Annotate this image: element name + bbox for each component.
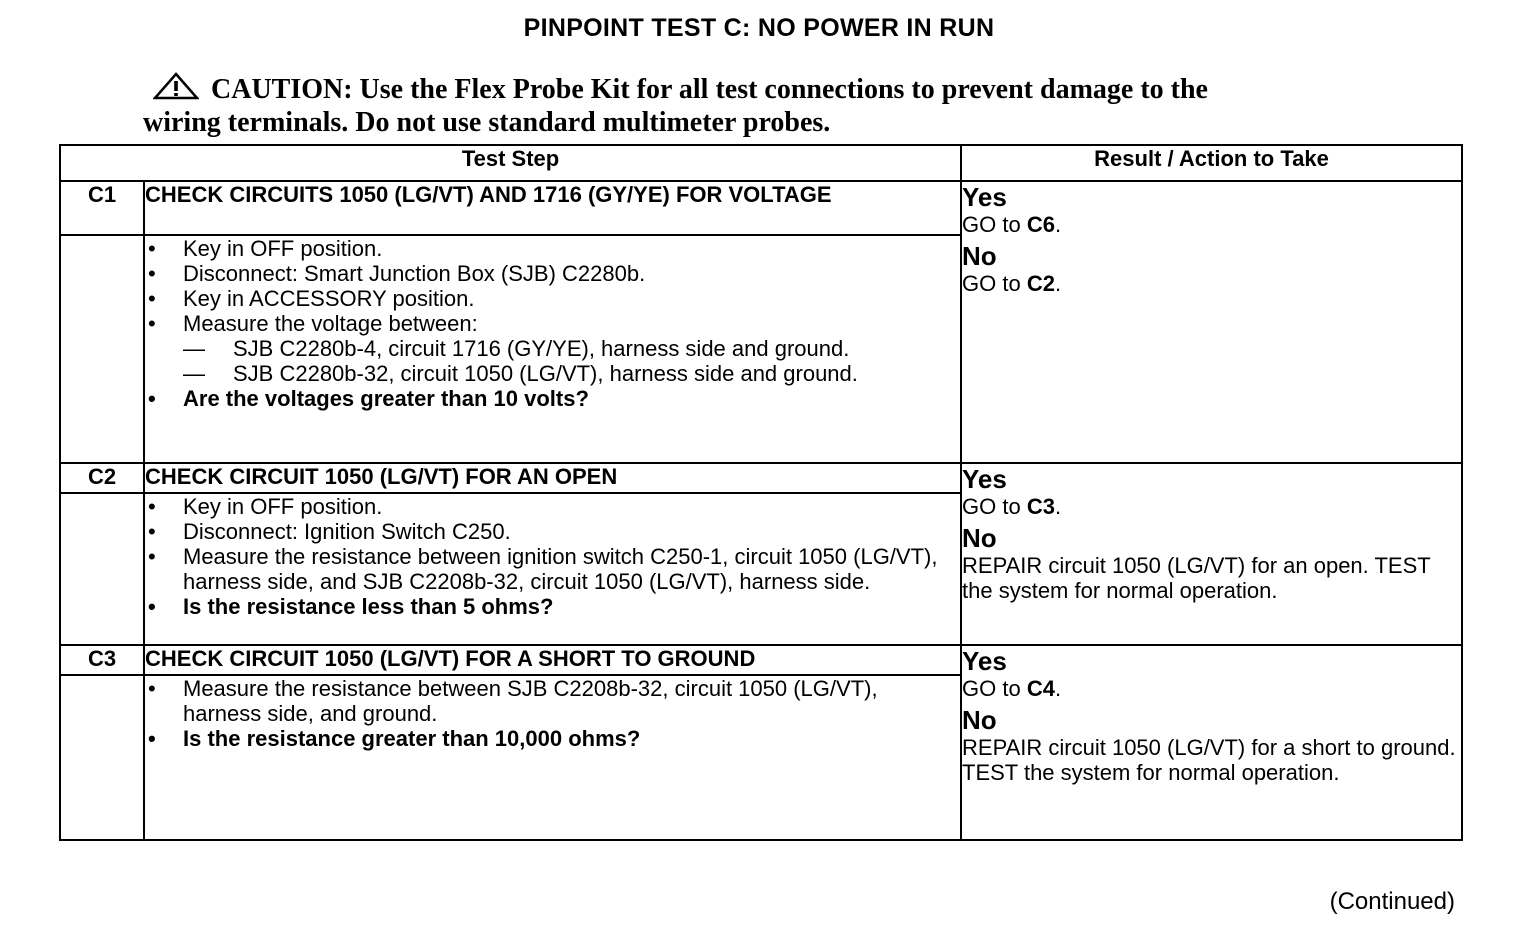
- step-question: • Are the voltages greater than 10 volts?: [148, 386, 589, 411]
- caution-note: [143, 72, 1403, 138]
- step-id: C1: [60, 181, 144, 235]
- continued-note: (Continued): [1329, 888, 1455, 915]
- sub-list-item: — SJB C2280b-32, circuit 1050 (LG/VT), harness side and ground.: [183, 361, 858, 386]
- sub-list-item: — SJB C2280b-4, circuit 1716 (GY/YE), harness side and ground.: [183, 336, 850, 361]
- step-instructions: [144, 493, 961, 645]
- no-action: REPAIR circuit 1050 (LG/VT) for a short to ground. TEST the system for normal operation.: [962, 735, 1456, 785]
- warning-triangle-icon: [153, 72, 199, 107]
- yes-action: GO to C3.: [962, 494, 1062, 519]
- step-heading: CHECK CIRCUIT 1050 (LG/VT) FOR A SHORT TO GROUND: [144, 645, 961, 675]
- list-item: • Measure the resistance between SJB C2208b-32, circuit 1050 (LG/VT), harness side, and ground.: [148, 676, 878, 726]
- yes-label: Yes: [962, 646, 1007, 676]
- step-c2-heading-row: [60, 463, 1462, 493]
- table-header-row: [60, 145, 1462, 181]
- list-item: • Key in OFF position.: [148, 494, 383, 519]
- no-label: No: [962, 523, 997, 553]
- step-question: • Is the resistance less than 5 ohms?: [148, 594, 554, 619]
- step-heading: CHECK CIRCUITS 1050 (LG/VT) AND 1716 (GY/YE) FOR VOLTAGE: [144, 181, 961, 235]
- step-question: • Is the resistance greater than 10,000 ohms?: [148, 726, 641, 751]
- no-action: REPAIR circuit 1050 (LG/VT) for an open. TEST the system for normal operation.: [962, 553, 1431, 603]
- column-header-result: Result / Action to Take: [961, 145, 1462, 181]
- pinpoint-test-table: [59, 144, 1463, 841]
- step-c1-heading-row: [60, 181, 1462, 235]
- list-item: • Measure the voltage between: — SJB C2280b-4, circuit 1716 (GY/YE), harness side and ground. — SJB C2280b-32, circuit 1050 (LG/VT), harness side and ground.: [145, 311, 960, 386]
- yes-action: GO to C4.: [962, 676, 1062, 701]
- no-label: No: [962, 705, 997, 735]
- step-c1-result: [961, 181, 1462, 463]
- yes-label: Yes: [962, 464, 1007, 494]
- list-item: • Measure the resistance between ignition switch C250-1, circuit 1050 (LG/VT), harness side, and SJB C2208b-32, circuit 1050 (LG/VT), harness side.: [148, 544, 938, 594]
- caution-line-2: wiring terminals. Do not use standard multimeter probes.: [143, 107, 831, 138]
- step-c2-result: [961, 463, 1462, 645]
- step-id: C2: [60, 463, 144, 493]
- no-action: GO to C2.: [962, 271, 1062, 296]
- step-heading: CHECK CIRCUIT 1050 (LG/VT) FOR AN OPEN: [144, 463, 961, 493]
- caution-line-1: CAUTION: Use the Flex Probe Kit for all test connections to prevent damage to the: [211, 74, 1208, 105]
- no-label: No: [962, 241, 997, 271]
- list-item: • Disconnect: Smart Junction Box (SJB) C2280b.: [148, 261, 646, 286]
- step-c3-result: [961, 645, 1462, 840]
- yes-action: GO to C6.: [962, 212, 1062, 237]
- list-item: • Disconnect: Ignition Switch C250.: [148, 519, 511, 544]
- step-instructions: [144, 675, 961, 840]
- column-header-test-step: Test Step: [60, 145, 961, 181]
- page-title: PINPOINT TEST C: NO POWER IN RUN: [523, 14, 995, 42]
- list-item: • Key in ACCESSORY position.: [148, 286, 475, 311]
- step-id: C3: [60, 645, 144, 675]
- step-c3-heading-row: [60, 645, 1462, 675]
- step-instructions: [144, 235, 961, 463]
- yes-label: Yes: [962, 182, 1007, 212]
- list-item: • Key in OFF position.: [148, 236, 383, 261]
